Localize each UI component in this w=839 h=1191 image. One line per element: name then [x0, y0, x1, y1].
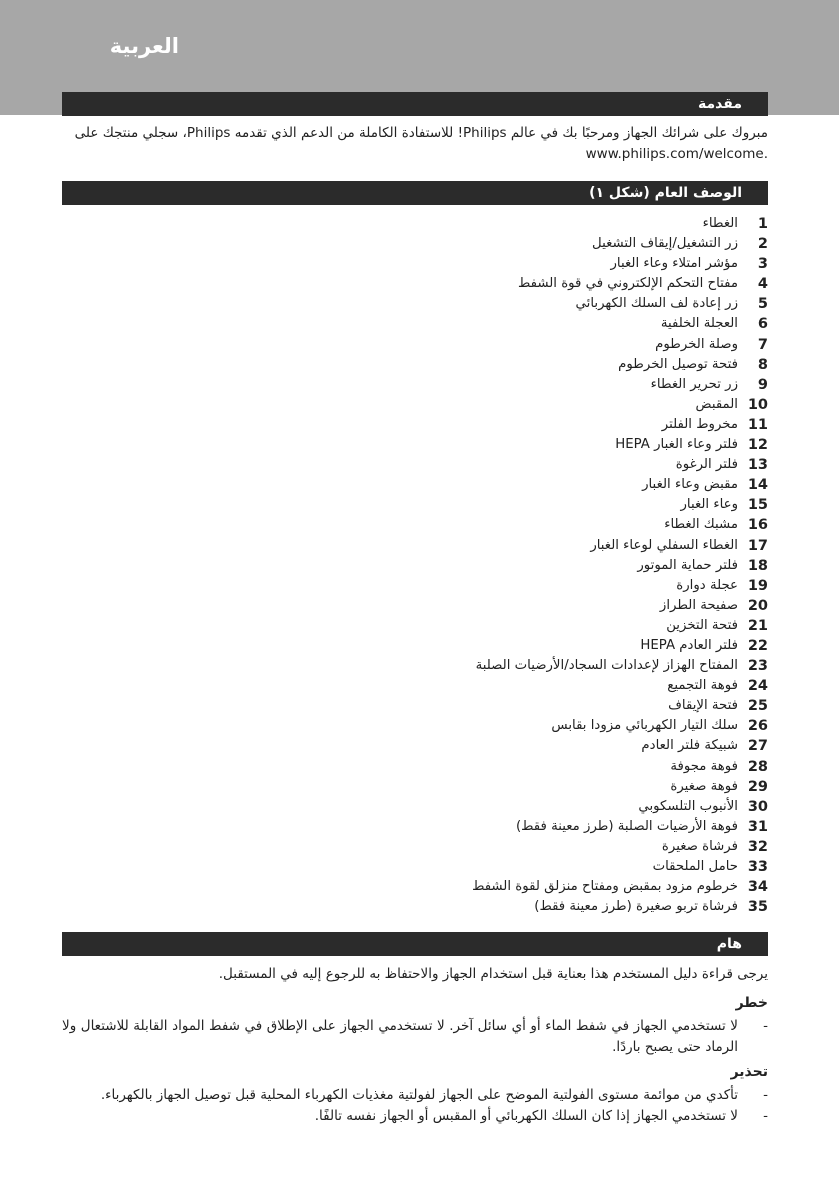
intro-line-2: .www.philips.com/welcome [585, 146, 768, 162]
list-item-number: 18 [747, 557, 768, 574]
list-item [148, 716, 768, 736]
list-item-number: 17 [747, 537, 768, 554]
list-item-number: 14 [747, 477, 768, 494]
list-item-number: 34 [747, 879, 768, 896]
list-item-label: فتحة التخزين [666, 617, 738, 633]
important-intro: يرجى قراءة دليل المستخدم هذا بعناية قبل استخدام الجهاز والاحتفاظ به للرجوع إليه في المستقبل. [218, 966, 768, 982]
list-item-number: 8 [757, 356, 768, 373]
intro-paragraph [62, 123, 768, 165]
list-item-number: 5 [757, 296, 768, 313]
list-item-number: 20 [747, 597, 768, 614]
list-item-label: مخروط الفلتر [661, 416, 738, 432]
list-item [148, 435, 768, 455]
list-item-label: زر إعادة لف السلك الكهربائي [575, 296, 738, 312]
bullet-dash: - [763, 1018, 768, 1034]
list-item-number: 30 [747, 798, 768, 815]
list-item [148, 375, 768, 395]
list-item-label: صفيحة الطراز [659, 597, 738, 613]
list-item-number: 19 [747, 577, 768, 594]
list-item-number: 2 [757, 236, 768, 253]
list-item-number: 10 [747, 396, 768, 413]
list-item-label: المقبض [695, 396, 738, 412]
list-item [148, 817, 768, 837]
list-item-number: 1 [757, 216, 768, 232]
list-item [148, 495, 768, 515]
list-item-label: زر تحرير الغطاء [650, 376, 738, 392]
danger-title: خطر [735, 995, 768, 1011]
list-item [148, 576, 768, 596]
list-item-label: المفتاح الهزاز لإعدادات السجاد/الأرضيات الصلبة [475, 658, 738, 674]
danger-item-text: لا تستخدمي الجهاز في شفط الماء أو أي سائل آخر. لا تستخدمي الجهاز على الإطلاق في شفط المواد القابلة للاشتعال ولا الرماد حتى يصبح باردًا. [62, 1018, 738, 1055]
list-item-label: سلك التيار الكهربائي مزودا بقابس [551, 718, 738, 734]
list-item-label: فلتر حماية الموتور [637, 557, 738, 573]
section-heading-text: الوصف العام (شكل ١) [589, 185, 742, 201]
list-item-label: زر التشغيل/إيقاف التشغيل [592, 236, 738, 252]
list-item-number: 13 [747, 457, 768, 474]
section-heading-introduction [62, 92, 768, 116]
list-item-label: فوهة الأرضيات الصلبة (طرز معينة فقط) [515, 818, 738, 834]
list-item-label: الأنبوب التلسكوبي [638, 798, 738, 814]
list-item-label: فلتر وعاء الغبار HEPA [615, 437, 738, 453]
list-item-number: 27 [747, 738, 768, 755]
list-item-label: الغطاء السفلي لوعاء الغبار [590, 537, 738, 553]
list-item [148, 355, 768, 375]
list-item-number: 22 [747, 637, 768, 654]
list-item-number: 6 [757, 316, 768, 333]
section-heading-text: مقدمة [698, 96, 742, 112]
list-item [148, 897, 768, 917]
warning-item [62, 1106, 768, 1127]
list-item-label: فوهة صغيرة [670, 778, 738, 794]
list-item [148, 736, 768, 756]
list-item-label: العجلة الخلفية [660, 316, 738, 332]
list-item-label: فرشاة تربو صغيرة (طرز معينة فقط) [534, 899, 738, 915]
list-item-number: 28 [747, 758, 768, 775]
list-item-number: 7 [757, 336, 768, 353]
list-item [148, 475, 768, 495]
list-item-label: فتحة الإيقاف [668, 698, 738, 714]
warning-item-text: لا تستخدمي الجهاز إذا كان السلك الكهربائي أو المقبس أو الجهاز نفسه تالفًا. [314, 1108, 738, 1124]
danger-item [62, 1016, 768, 1058]
list-item-label: مفتاح التحكم الإلكتروني في قوة الشفط [518, 276, 738, 292]
list-item-number: 32 [747, 838, 768, 855]
list-item-number: 21 [747, 617, 768, 634]
list-item-number: 15 [747, 497, 768, 514]
list-item-number: 35 [747, 899, 768, 916]
warning-item-text: تأكدي من موائمة مستوى الفولتية الموضح على الجهاز لفولتية مغذيات الكهرباء المحلية قبل توصيل الجهاز بالكهرباء. [100, 1087, 738, 1103]
list-item-label: فوهة التجميع [667, 678, 738, 694]
list-item [148, 314, 768, 334]
list-item [148, 676, 768, 696]
list-item [148, 214, 768, 234]
list-item [148, 294, 768, 314]
intro-line-1: مبروك على شرائك الجهاز ومرحبًا بك في عالم Philips! للاستفادة الكاملة من الدعم الذي تقدمه Philips، سجلي منتجك على [74, 125, 768, 141]
list-item [148, 616, 768, 636]
list-item-label: وعاء الغبار [680, 497, 738, 513]
section-heading-general-description [62, 181, 768, 205]
list-item-label: فرشاة صغيرة [661, 838, 738, 854]
list-item [148, 254, 768, 274]
list-item-number: 23 [747, 658, 768, 675]
section-heading-important [62, 932, 768, 956]
list-item-number: 25 [747, 698, 768, 715]
list-item-number: 11 [747, 416, 768, 433]
warning-title: تحذير [730, 1064, 768, 1080]
list-item-number: 3 [757, 256, 768, 273]
list-item-number: 24 [747, 678, 768, 695]
list-item-label: وصلة الخرطوم [655, 336, 738, 352]
list-item [148, 536, 768, 556]
list-item [148, 234, 768, 254]
list-item-number: 9 [757, 376, 768, 393]
list-item [148, 335, 768, 355]
list-item [148, 556, 768, 576]
list-item [148, 515, 768, 535]
list-item-label: فتحة توصيل الخرطوم [618, 356, 738, 372]
list-item [148, 636, 768, 656]
list-item [148, 777, 768, 797]
parts-list [148, 214, 768, 917]
list-item [148, 857, 768, 877]
list-item [148, 455, 768, 475]
list-item [148, 415, 768, 435]
list-item-number: 33 [747, 859, 768, 875]
list-item-label: فوهة مجوفة [670, 758, 738, 774]
list-item-label: الغطاء [702, 216, 738, 231]
bullet-dash: - [763, 1087, 768, 1103]
list-item [148, 395, 768, 415]
list-item-label: فلتر العادم HEPA [640, 637, 738, 653]
list-item [148, 797, 768, 817]
list-item-number: 12 [747, 437, 768, 454]
list-item [148, 837, 768, 857]
list-item-number: 16 [747, 517, 768, 534]
warning-item [62, 1085, 768, 1106]
list-item [148, 696, 768, 716]
list-item [148, 656, 768, 676]
list-item-number: 31 [747, 818, 768, 835]
list-item-label: مشبك الغطاء [664, 517, 738, 533]
list-item-label: مؤشر امتلاء وعاء الغبار [610, 256, 738, 272]
list-item-label: حامل الملحقات [652, 859, 738, 874]
list-item-number: 29 [747, 778, 768, 795]
list-item-label: خرطوم مزود بمقبض ومفتاح منزلق لقوة الشفط [472, 879, 738, 895]
bullet-dash: - [763, 1108, 768, 1124]
list-item-number: 26 [747, 718, 768, 735]
list-item-number: 4 [757, 276, 768, 293]
language-title: العربية [109, 34, 179, 58]
list-item-label: شبيكة فلتر العادم [641, 738, 738, 754]
list-item [148, 596, 768, 616]
list-item [148, 877, 768, 897]
list-item [148, 757, 768, 777]
list-item-label: عجلة دوارة [676, 577, 738, 593]
list-item-label: مقبض وعاء الغبار [642, 477, 738, 493]
section-heading-text: هام [716, 936, 742, 952]
list-item-label: فلتر الرغوة [675, 457, 738, 473]
list-item [148, 274, 768, 294]
